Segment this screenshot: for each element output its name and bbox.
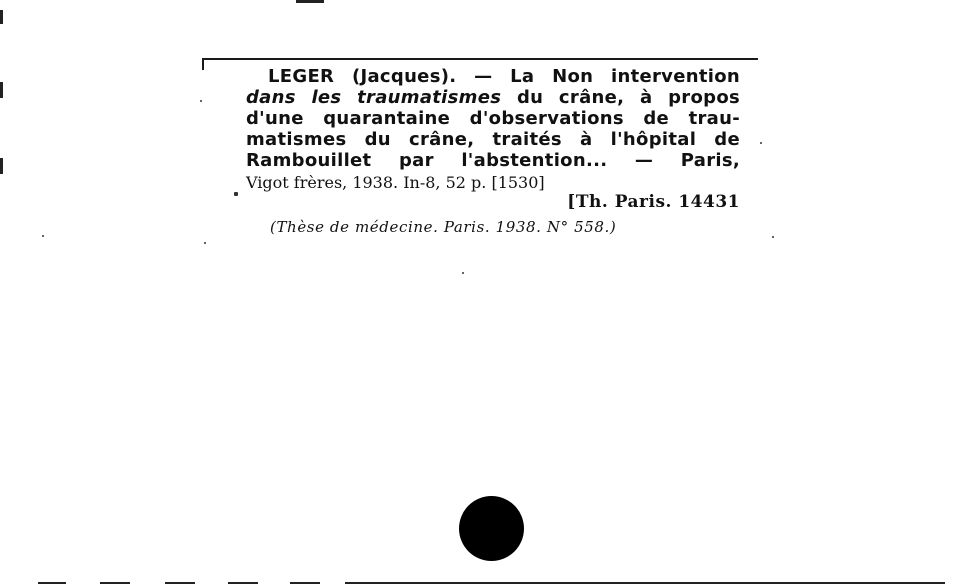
scan-speck xyxy=(772,236,774,238)
scan-bottom-edge xyxy=(228,582,258,584)
entry-line-1: LEGER (Jacques). — La Non intervention xyxy=(268,66,740,87)
scan-edge-mark xyxy=(0,10,3,24)
entry-line-2 xyxy=(246,87,740,108)
card-punch-hole xyxy=(459,496,524,561)
card-top-rule xyxy=(202,58,758,60)
scan-bottom-edge xyxy=(100,582,130,584)
scan-speck xyxy=(200,100,202,102)
shelfmark: [Th. Paris. 14431 xyxy=(567,192,740,212)
entry-line-5: Rambouillet par l'abstention... — Paris, xyxy=(246,150,740,171)
scan-speck xyxy=(42,235,44,237)
entry-line-4: matismes du crâne, traités à l'hôpital de xyxy=(246,129,740,150)
scan-bottom-edge xyxy=(165,582,195,584)
scan-bottom-edge xyxy=(38,582,66,584)
entry-line-2-text: dans les traumatismes du crâne, à propos xyxy=(246,87,740,108)
scan-edge-mark xyxy=(0,82,3,98)
scan-speck xyxy=(234,192,238,196)
scan-speck xyxy=(760,142,762,144)
scan-edge-mark xyxy=(0,158,3,174)
entry-line-3: d'une quarantaine d'observations de trau- xyxy=(246,108,740,129)
card-left-tick xyxy=(202,58,204,70)
catalog-entry xyxy=(246,66,740,171)
scan-speck xyxy=(204,242,206,244)
scan-speck xyxy=(462,272,464,274)
scan-top-mark xyxy=(296,0,324,3)
thesis-note: (Thèse de médecine. Paris. 1938. N° 558.) xyxy=(270,218,617,236)
scan-bottom-edge xyxy=(345,582,945,584)
scan-bottom-edge xyxy=(290,582,320,584)
imprint-line: Vigot frères, 1938. In-8, 52 p. [1530] xyxy=(246,173,545,192)
